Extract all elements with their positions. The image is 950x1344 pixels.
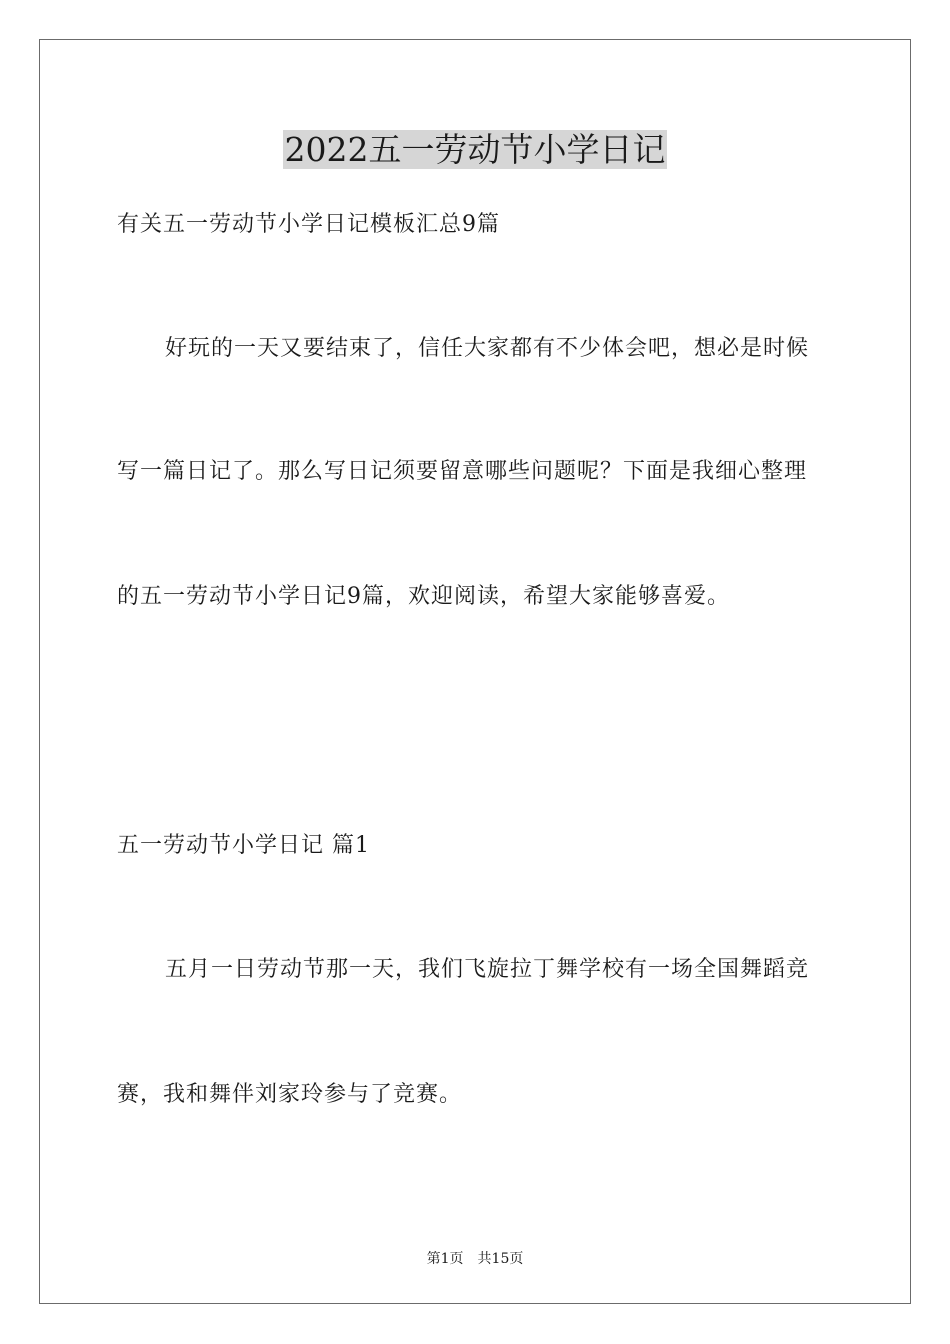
intro-line-1: 好玩的一天又要结束了，信任大家都有不少体会吧，想必是时候 (165, 336, 810, 361)
document-title (0, 128, 950, 172)
page-footer (0, 1249, 950, 1269)
section-line-2: 赛，我和舞伴刘家玲参与了竞赛。 (117, 1082, 463, 1107)
document-title-text: 2022五一劳动节小学日记 (284, 130, 666, 169)
document-subtitle: 有关五一劳动节小学日记模板汇总9篇 (117, 212, 500, 237)
section-line-1: 五月一日劳动节那一天，我们飞旋拉丁舞学校有一场全国舞蹈竞 (165, 957, 810, 982)
intro-line-3: 的五一劳动节小学日记9篇，欢迎阅读，希望大家能够喜爱。 (117, 584, 730, 609)
section-heading: 五一劳动节小学日记 篇1 (117, 833, 370, 858)
page-total: 共15页 (477, 1251, 524, 1267)
intro-line-2: 写一篇日记了。那么写日记须要留意哪些问题呢？下面是我细心整理 (117, 459, 808, 484)
page-number: 第1页 (426, 1251, 464, 1267)
